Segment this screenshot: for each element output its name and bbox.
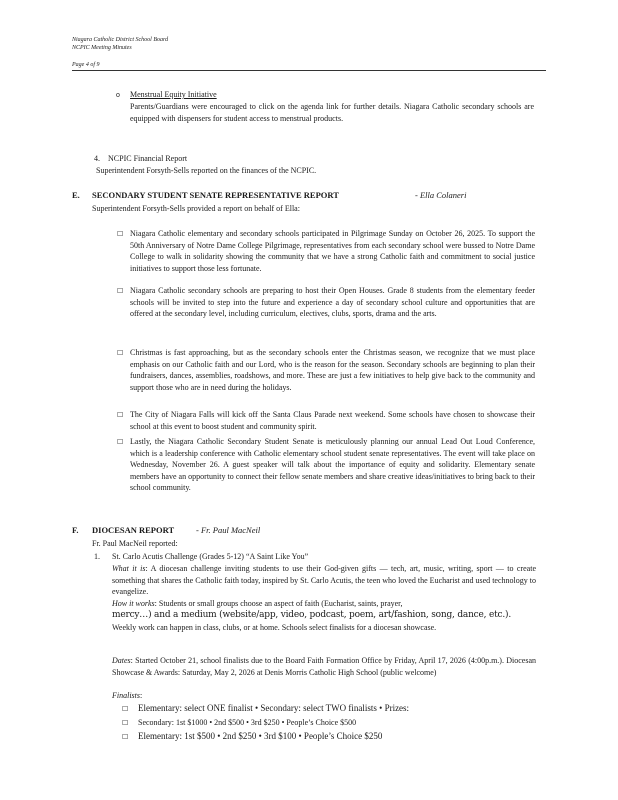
- section-e-letter: E.: [72, 190, 80, 200]
- how-text-2: mercy…) and a medium (website/app, video, podcast, poem, art/fashion, song, dance, etc.).: [112, 610, 511, 620]
- checkbox-bullet-icon: ☐: [117, 288, 124, 295]
- section-e-intro: Superintendent Forsyth-Sells provided a report on behalf of Ella:: [92, 204, 300, 213]
- ncpic-report-number: 4.: [94, 154, 100, 163]
- section-f-presenter: - Fr. Paul MacNeil: [196, 525, 261, 535]
- checkbox-bullet-icon: ☐: [117, 412, 124, 419]
- checkbox-bullet-icon: ☐: [122, 720, 129, 727]
- how-label: How it works: [112, 599, 155, 608]
- section-f-intro: Fr. Paul MacNeil reported:: [92, 539, 178, 548]
- header-board-name: Niagara Catholic District School Board: [72, 37, 169, 43]
- checkbox-bullet-icon: ☐: [122, 706, 129, 713]
- ncpic-report-body: Superintendent Forsyth-Sells reported on the finances of the NCPIC.: [96, 166, 317, 175]
- section-e-presenter: - Ella Colaneri: [415, 190, 467, 200]
- header-divider: [72, 70, 546, 71]
- senate-bullet-pilgrimage: Niagara Catholic elementary and secondary schools participated in Pilgrimage Sunday on October 26, 2025. To support the 50th Anniversary of Notre Dame College Pilgrimage, representatives from each secondary school were bussed to Notre Dame College to walk in solidarity showing the community that we have a strong Catholic faith and commitment to social justice initiatives to support those less fortunate.: [130, 229, 535, 273]
- challenge-dates: [112, 655, 536, 678]
- what-text: : A diocesan challenge inviting students to use their God-given gifts — tech, art, music, writing, sport — to create something that shares the Catholic faith today, inspired by St. Carlo Acutis, the teen who loved the Eucharist and used technology to evangelize.: [112, 564, 536, 596]
- checkbox-bullet-icon: ☐: [117, 231, 124, 238]
- page-number: Page 4 of 9: [72, 62, 100, 68]
- section-f-title: DIOCESAN REPORT: [92, 525, 175, 535]
- challenge-title: St. Carlo Acutis Challenge (Grades 5-12) “A Saint Like You”: [112, 552, 309, 561]
- checkbox-bullet-icon: ☐: [122, 734, 129, 741]
- how-text-3: Weekly work can happen in class, clubs, or at home. Schools select finalists for a diocesan showcase.: [112, 623, 437, 632]
- section-f-letter: F.: [72, 525, 79, 535]
- what-label: What it is: [112, 564, 146, 573]
- finalist-prizes-elementary: Elementary: 1st $500 • 2nd $250 • 3rd $100 • People’s Choice $250: [138, 731, 383, 741]
- how-text-1: : Students or small groups choose an aspect of faith (Eucharist, saints, prayer,: [154, 599, 403, 608]
- challenge-how-it-works: [112, 598, 536, 610]
- senate-bullet-open-houses: Niagara Catholic secondary schools are preparing to host their Open Houses. Grade 8 students from the elementary feeder schools will be invited to step into the future and experience a day of secondary school culture and opportunities that are offered at the secondary level, including curriculum, electives, clubs, sports, drama and the arts.: [130, 286, 535, 318]
- senate-bullet-lead-out-loud: Lastly, the Niagara Catholic Secondary Student Senate is meticulously planning our annual Lead Out Loud Conference, which is a leadership conference with Catholic elementary school student senate representatives. The event will take place on Wednesday, November 26. A guest speaker will talk about the importance of equity and solidarity. Elementary senate members have an opportunity to connect their fellow senate members and share creative ideas/initiatives to bring back to their school community.: [130, 437, 535, 492]
- senate-bullet-christmas: Christmas is fast approaching, but as the secondary schools enter the Christmas season, we recognize that we must place emphasis on our Catholic faith and our Lord, who is the reason for the season. Secondary schools are beginning to plan their fundraisers, dances, assemblies, roadshows, and more. These are just a few initiatives to help give back to the community and support those who are in need during the holidays.: [130, 348, 535, 392]
- finalists-heading: [112, 690, 142, 701]
- finalist-prizes-secondary: Secondary: 1st $1000 • 2nd $500 • 3rd $250 • People’s Choice $500: [138, 718, 357, 727]
- circle-bullet-icon: o: [116, 92, 120, 99]
- finalists-label: Finalists: [112, 691, 141, 700]
- dates-label: Dates: [112, 656, 131, 665]
- checkbox-bullet-icon: ☐: [117, 350, 124, 357]
- section-e-title: SECONDARY STUDENT SENATE REPRESENTATIVE REPORT: [92, 190, 339, 200]
- challenge-number: 1.: [94, 552, 100, 561]
- senate-bullet-santa-parade: The City of Niagara Falls will kick off the Santa Claus Parade next weekend. Some schools have chosen to showcase their school at this event to boost student and community spirit.: [130, 410, 535, 431]
- checkbox-bullet-icon: ☐: [117, 439, 124, 446]
- challenge-what-it-is: [112, 563, 536, 598]
- menstrual-equity-body: Parents/Guardians were encouraged to click on the agenda link for further details. Niagara Catholic secondary schools are equipped with dispensers for student access to menstrual products.: [130, 102, 534, 123]
- ncpic-report-title: NCPIC Financial Report: [108, 154, 188, 163]
- menstrual-equity-title: Menstrual Equity Initiative: [130, 90, 217, 99]
- finalist-rules: Elementary: select ONE finalist • Secondary: select TWO finalists • Prizes:: [138, 703, 410, 713]
- dates-text: : Started October 21, school finalists due to the Board Faith Formation Office by Friday, April 17, 2026 (4:00p.m.). Diocesan Showcase & Awards: Saturday, May 2, 2026 at Denis Morris Catholic High School (public welcome): [112, 656, 536, 677]
- header-meeting-title: NCPIC Meeting Minutes: [72, 45, 132, 51]
- finalists-colon: :: [140, 691, 143, 700]
